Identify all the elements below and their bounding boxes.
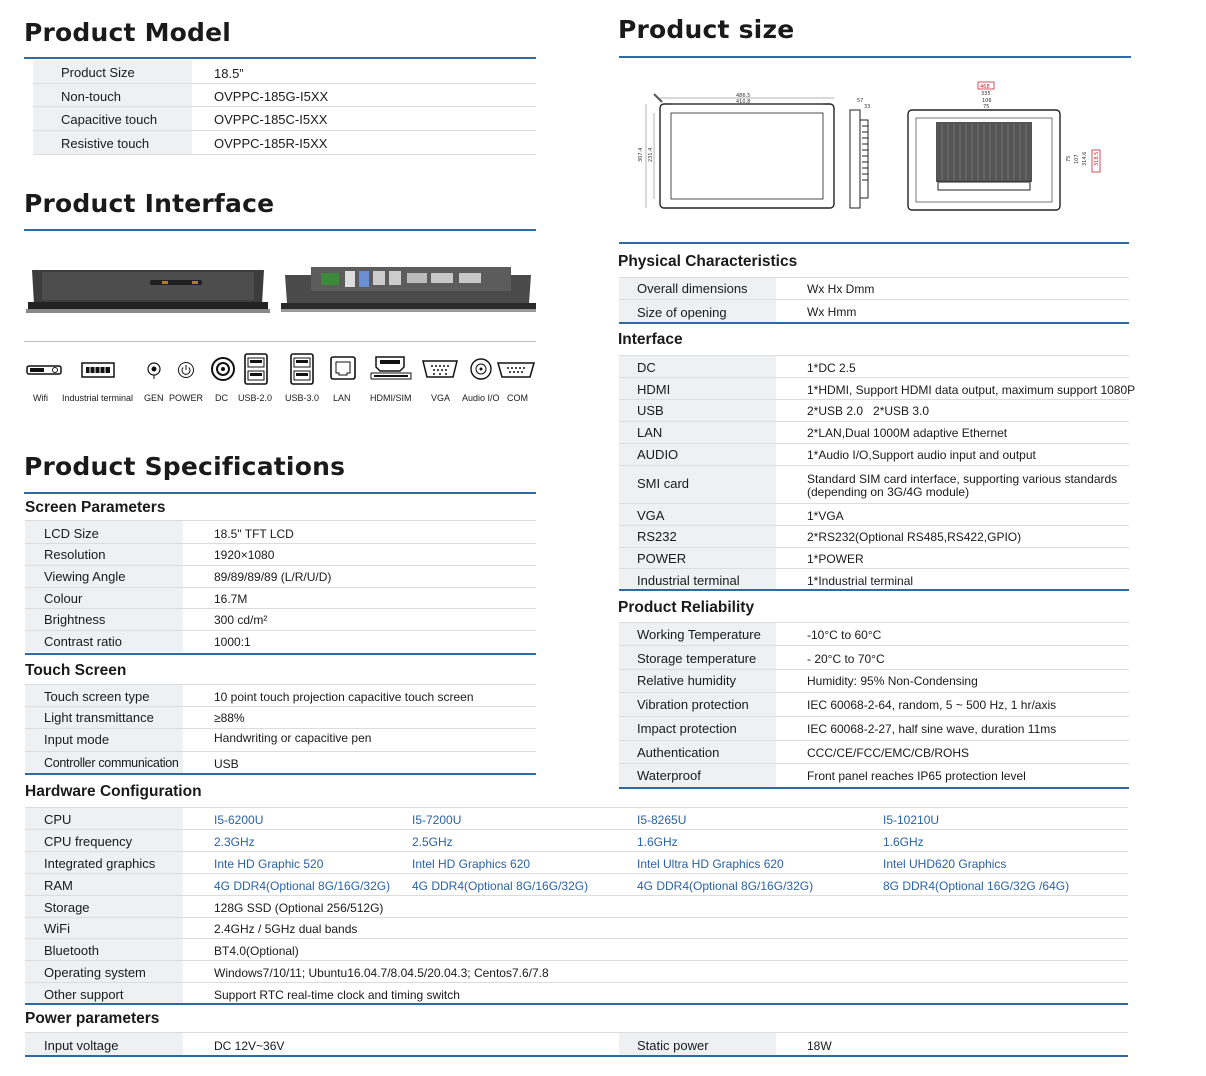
dim-label: 318.5 [1094,151,1100,166]
iface-label: SMI card [637,476,690,491]
spec-value: Handwriting or capacitive pen [214,731,372,745]
hw-value: 2.5GHz [412,835,453,849]
spec-value: 16.7M [214,592,248,606]
product-interface-title: Product Interface [24,189,275,218]
hw-value: I5-8265U [637,813,687,827]
lan-port-icon [330,356,356,380]
hw-value: 4G DDR4(Optional 8G/16G/32G) [214,879,391,893]
hw-value: 2.3GHz [214,835,255,849]
screen-parameters-title: Screen Parameters [25,499,166,516]
spec-label: Viewing Angle [44,569,126,584]
dim-label: 468 [980,84,990,90]
touch-screen-title: Touch Screen [25,662,127,679]
spec-label: Controller communication [44,756,179,770]
iface-value: 2*LAN,Dual 1000M adaptive Ethernet [807,426,1008,440]
spec-label: Light transmittance [44,710,154,725]
model-rule [24,57,536,59]
static-power-value: 18W [807,1039,832,1053]
dimension-drawing [638,80,1108,220]
iface-label: VGA [637,508,665,523]
hw-value: I5-7200U [412,813,462,827]
iface-label: POWER [637,551,687,566]
spec-value: 1000:1 [214,635,251,649]
drawing-rule [619,242,1129,244]
spec-label: Input mode [44,732,110,747]
interface-table-rule [619,589,1129,591]
rel-label: Storage temperature [637,651,757,666]
rel-label: Vibration protection [637,697,749,712]
spec-value: ≥88% [214,711,245,725]
iface-value: 1*Industrial terminal [807,574,914,588]
model-label: Product Size [61,65,135,80]
audio-jack-icon [470,358,492,380]
icon-label: Industrial terminal [62,393,134,403]
iface-value: 2*USB 2.0 2*USB 3.0 [807,404,930,418]
dim-label: 75 [1066,155,1072,162]
physical-characteristics-title: Physical Characteristics [618,253,798,270]
icon-label: Audio I/O [462,393,500,403]
terminal-block-icon [81,361,115,379]
hw-value: Inte HD Graphic 520 [214,857,324,871]
product-size-title: Product size [618,15,795,44]
iface-label: Industrial terminal [637,573,740,588]
icon-label: COM [507,393,528,403]
spec-label: LCD Size [44,526,99,541]
spec-value: 1920×1080 [214,548,275,562]
spec-label: Colour [44,591,83,606]
model-label: Resistive touch [61,136,150,151]
spec-label: Touch screen type [44,689,150,704]
rel-value: - 20°C to 70°C [807,652,885,666]
physical-rule [619,322,1129,324]
input-voltage-value: DC 12V~36V [214,1039,285,1053]
spec-label: Contrast ratio [44,634,123,649]
rel-value: CCC/CE/FCC/EMC/CB/ROHS [807,746,970,760]
hw-label: RAM [44,878,73,893]
model-value: OVPPC-185C-I5XX [214,112,328,127]
iface-value: 1*POWER [807,552,864,566]
spec-value: 89/89/89/89 (L/R/U/D) [214,570,332,584]
touch-rule [25,773,536,775]
power-rule [25,1055,1128,1057]
hw-label: Bluetooth [44,943,99,958]
model-value: OVPPC-185G-I5XX [214,89,329,104]
model-value: 18.5” [214,66,244,81]
spec-value: 10 point touch projection capacitive touch screen [214,690,474,704]
iface-value: 1*Audio I/O,Support audio input and output [807,448,1036,462]
spec-value: 18.5" TFT LCD [214,527,294,541]
rel-label: Working Temperature [637,627,761,642]
iface-label: RS232 [637,529,677,544]
dim-label: 410.8 [736,99,751,105]
iface-value: 1*VGA [807,509,844,523]
phys-label: Overall dimensions [637,281,748,296]
hw-value: 1.6GHz [637,835,678,849]
specs-rule [24,492,536,494]
dim-label: 106 [982,98,992,104]
dim-label: 307.4 [638,147,644,162]
hw-value: I5-6200U [214,813,264,827]
spec-label: Resolution [44,547,106,562]
reliability-rule [619,787,1129,789]
iface-value: Standard SIM card interface, supporting various standards [807,472,1118,486]
dc-jack-icon [210,356,236,382]
model-label: Non-touch [61,89,121,104]
product-reliability-title: Product Reliability [618,599,755,616]
rel-label: Authentication [637,745,720,760]
input-voltage-label: Input voltage [44,1038,119,1053]
product-specifications-title: Product Specifications [24,452,346,481]
hw-value: Intel HD Graphics 620 [412,857,531,871]
product-photo-side [26,262,270,314]
hw-value: Intel UHD620 Graphics [883,857,1007,871]
product-photo-ports [281,265,536,313]
interface-divider [24,341,536,342]
hw-value: Intel Ultra HD Graphics 620 [637,857,784,871]
hw-label: WiFi [44,921,70,936]
dim-label: 335 [981,91,991,97]
phys-value: Wx Hmm [807,305,857,319]
hw-value: 2.4GHz / 5GHz dual bands [214,922,358,936]
screen-rule [25,653,536,655]
model-value: OVPPC-185R-I5XX [214,136,328,151]
phys-value: Wx Hx Dmm [807,282,875,296]
iface-label: DC [637,360,656,375]
dim-label: 57 [857,98,864,104]
dim-label: 33 [864,104,871,110]
icon-label: DC [215,393,228,403]
iface-value-continued: (depending on 3G/4G module) [807,485,970,499]
icon-label: POWER [169,393,204,403]
usb3-icon [290,353,314,385]
com-port-icon [496,361,536,379]
dim-label: 107 [1074,154,1080,164]
rel-value: -10°C to 60°C [807,628,882,642]
icon-label: VGA [431,393,451,403]
hardware-configuration-title: Hardware Configuration [25,783,202,800]
hw-label: Operating system [44,965,146,980]
iface-value: 1*DC 2.5 [807,361,856,375]
icon-label: USB-2.0 [238,393,273,403]
product-model-title: Product Model [24,18,232,47]
dim-label: 486.5 [736,93,751,99]
hw-value: 8G DDR4(Optional 16G/32G /64G) [883,879,1070,893]
hw-value: Support RTC real-time clock and timing switch [214,988,460,1002]
hw-label: CPU frequency [44,834,133,849]
phys-label: Size of opening [637,305,727,320]
rel-label: Impact protection [637,721,737,736]
iface-value: 1*HDMI, Support HDMI data output, maximum support 1080P [807,383,1136,397]
spec-value: USB [214,757,239,771]
iface-label: HDMI [637,382,671,397]
power-icon [177,361,195,379]
model-label: Capacitive touch [61,112,158,127]
size-rule [619,56,1131,58]
spec-value: 300 cd/m² [214,613,268,627]
wifi-antenna-icon [26,363,62,377]
hdmi-sim-icon [370,356,412,380]
dim-label: 314.6 [1082,151,1088,166]
power-divider [25,1032,1128,1033]
hw-value: 128G SSD (Optional 256/512G) [214,901,384,915]
interface-rule [24,229,536,231]
power-parameters-title: Power parameters [25,1010,160,1027]
hw-label: CPU [44,812,72,827]
icon-label: LAN [333,393,351,403]
static-power-label: Static power [637,1038,709,1053]
hw-value: 4G DDR4(Optional 8G/16G/32G) [412,879,589,893]
rel-label: Waterproof [637,768,701,783]
vga-port-icon [421,359,459,379]
iface-value: 2*RS232(Optional RS485,RS422,GPIO) [807,530,1022,544]
spec-label: Brightness [44,612,106,627]
icon-label: HDMI/SIM [370,393,412,403]
interface-title: Interface [618,331,683,348]
hw-value: I5-10210U [883,813,940,827]
rel-value: Humidity: 95% Non-Condensing [807,674,978,688]
icon-label: GEN [144,393,164,403]
hw-value: 1.6GHz [883,835,924,849]
hw-label: Integrated graphics [44,856,156,871]
hw-label: Storage [44,900,90,915]
hw-value: Windows7/10/11; Ubuntu16.04.7/8.04.5/20.04.3; Centos7.6/7.8 [214,966,549,980]
hw-value: 4G DDR4(Optional 8G/16G/32G) [637,879,814,893]
hw-label: Other support [44,987,124,1002]
iface-label: USB [637,403,664,418]
hardware-rule [25,1003,1128,1005]
rel-label: Relative humidity [637,673,736,688]
rel-value: IEC 60068-2-27, half sine wave, duration 11ms [807,722,1057,736]
rel-value: IEC 60068-2-64, random, 5 ~ 500 Hz, 1 hr/axis [807,698,1057,712]
rel-value: Front panel reaches IP65 protection level [807,769,1026,783]
usb2-icon [244,353,268,385]
icon-label: Wifi [33,393,48,403]
dim-label: 231.4 [648,147,654,162]
dim-label: 75 [983,104,990,110]
icon-label: USB-3.0 [285,393,320,403]
iface-label: LAN [637,425,663,440]
gen-button-icon [146,361,162,379]
iface-label: AUDIO [637,447,679,462]
hw-value: BT4.0(Optional) [214,944,299,958]
